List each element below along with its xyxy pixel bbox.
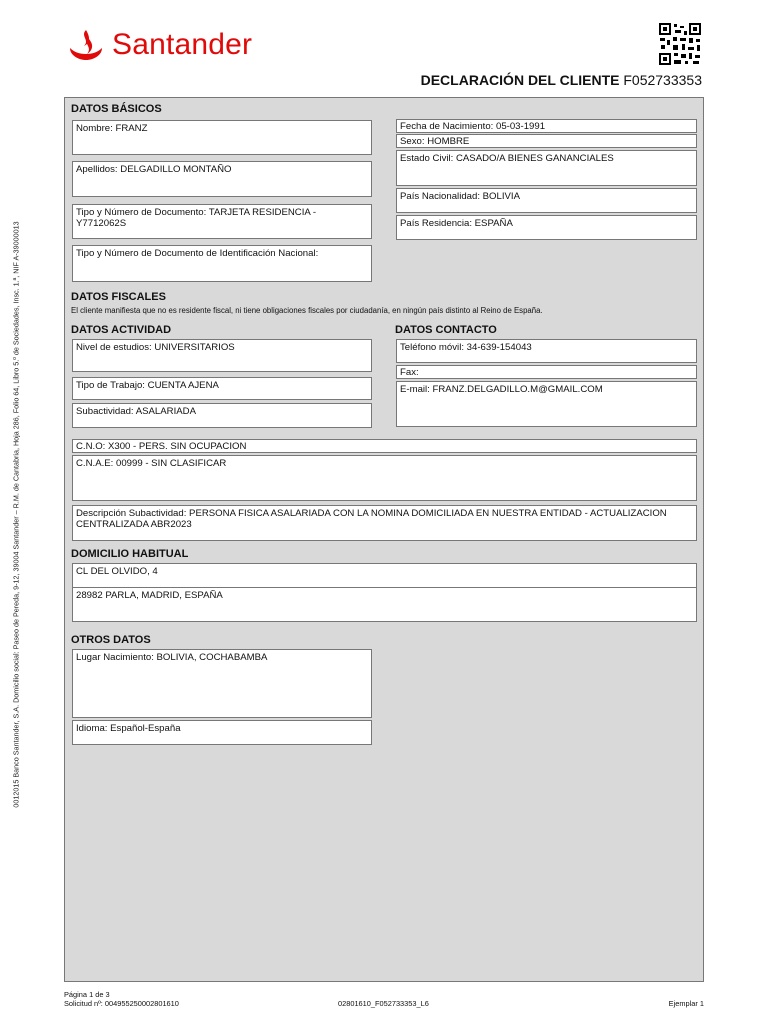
cnae-field: C.N.A.E: 00999 - SIN CLASIFICAR	[72, 455, 697, 501]
brand-name: Santander	[112, 28, 253, 61]
lugar-nacimiento-field: Lugar Nacimiento: BOLIVIA, COCHABAMBA	[72, 649, 372, 718]
documento-nacional-field: Tipo y Número de Documento de Identificación Nacional:	[72, 245, 372, 282]
section-datos-fiscales: DATOS FISCALES	[71, 291, 166, 303]
tipo-trabajo-field: Tipo de Trabajo: CUENTA AJENA	[72, 377, 372, 400]
document-title-label: DECLARACIÓN DEL CLIENTE	[420, 72, 620, 88]
estado-civil-field: Estado Civil: CASADO/A BIENES GANANCIALES	[396, 150, 697, 186]
tipo-documento-field: Tipo y Número de Documento: TARJETA RESIDENCIA - Y7712062S	[72, 204, 372, 239]
fiscal-declaration-note: El cliente manifiesta que no es residente fiscal, ni tiene obligaciones fiscales por ciudadanía, en ningún país distinto al Reino de España.	[71, 306, 543, 315]
section-datos-contacto: DATOS CONTACTO	[395, 324, 497, 336]
footer-ejemplar: Ejemplar 1	[668, 999, 704, 1008]
fecha-nacimiento-field: Fecha de Nacimiento: 05-03-1991	[396, 119, 697, 133]
pais-nacionalidad-field: País Nacionalidad: BOLIVIA	[396, 188, 697, 213]
footer-page-number: Página 1 de 3	[64, 990, 110, 999]
sexo-field: Sexo: HOMBRE	[396, 134, 697, 148]
santander-logo	[66, 28, 252, 62]
domicilio-linea1-field: CL DEL OLVIDO, 4	[72, 563, 697, 588]
footer-solicitud: Solicitud nº: 004955250002801610	[64, 999, 179, 1008]
nivel-estudios-field: Nivel de estudios: UNIVERSITARIOS	[72, 339, 372, 372]
fax-field: Fax:	[396, 365, 697, 379]
legal-side-text: 0012015 Banco Santander, S.A. Domicilio social: Paseo de Pereda, 9-12, 39004 Santander – R.M. de Cantabria, Hoja 286, Folio 64, Libro 5.º de Sociedades, Insc. 1.ª, NIF A-39000013	[11, 221, 21, 808]
email-field: E-mail: FRANZ.DELGADILLO.M@GMAIL.COM	[396, 381, 697, 427]
idioma-field: Idioma: Español-España	[72, 720, 372, 745]
subactividad-field: Subactividad: ASALARIADA	[72, 403, 372, 428]
form-panel	[64, 97, 704, 982]
pais-residencia-field: País Residencia: ESPAÑA	[396, 215, 697, 240]
section-domicilio-habitual: DOMICILIO HABITUAL	[71, 548, 189, 560]
apellidos-field: Apellidos: DELGADILLO MONTAÑO	[72, 161, 372, 197]
domicilio-linea2-field: 28982 PARLA, MADRID, ESPAÑA	[72, 587, 697, 622]
qr-code-icon	[658, 22, 702, 66]
footer-codigo: 02801610_F052733353_L6	[338, 999, 429, 1008]
santander-flame-icon	[66, 28, 106, 62]
section-datos-basicos: DATOS BÁSICOS	[71, 103, 162, 115]
telefono-field: Teléfono móvil: 34-639-154043	[396, 339, 697, 363]
section-otros-datos: OTROS DATOS	[71, 634, 151, 646]
cno-field: C.N.O: X300 - PERS. SIN OCUPACION	[72, 439, 697, 453]
nombre-field: Nombre: FRANZ	[72, 120, 372, 155]
descripcion-subactividad-field: Descripción Subactividad: PERSONA FISICA ASALARIADA CON LA NOMINA DOMICILIADA EN NUESTRA ENTIDAD - ACTUALIZACION CENTRALIZADA ABR2023	[72, 505, 697, 541]
document-title	[421, 72, 702, 88]
section-datos-actividad: DATOS ACTIVIDAD	[71, 324, 172, 336]
document-id: F052733353	[623, 72, 702, 88]
